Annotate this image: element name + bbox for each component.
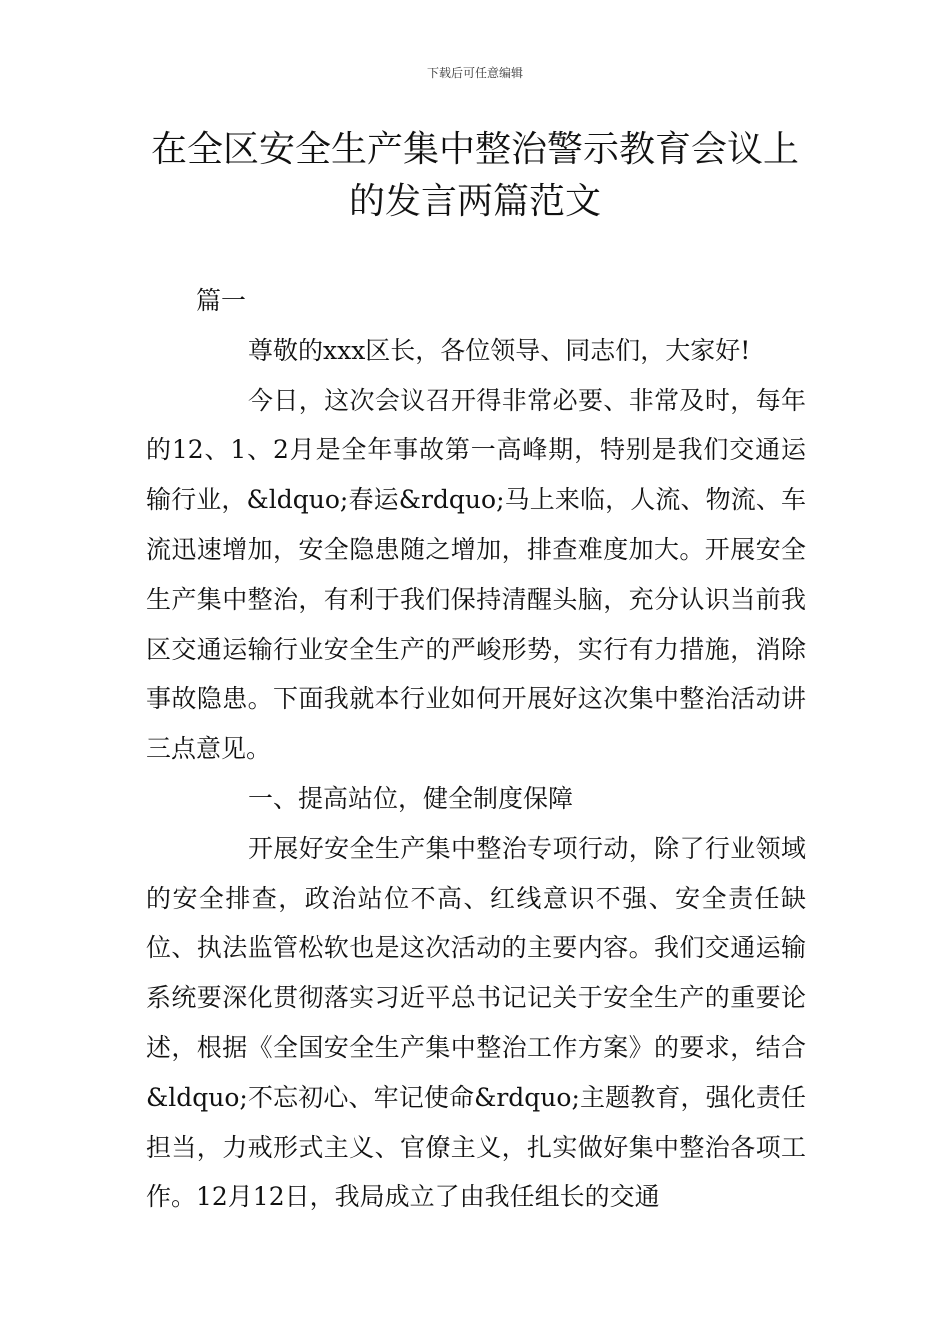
title-line-2: 的发言两篇范文 [348, 181, 601, 222]
paragraph-body-1: 开展好安全生产集中整治专项行动，除了行业领域的安全排查，政治站位不高、红线意识不强、安全责任缺位、执法监管松软也是这次活动的主要内容。我们交通运输系统要深化贯彻落实习近平总书记记关于安全生产的重要论述，根据《全国安全生产集中整治工作方案》的要求，结合&ldquo;不忘初心、牢记使命&rdquo;主题教育，强化责任担当，力戒形式主义、官僚主义，扎实做好集中整治各项工作。12月12日，我局成立了由我任组长的交通 [146, 833, 806, 1212]
document-body [146, 276, 806, 1222]
title-line-1: 在全区安全生产集中整治警示教育会议上 [150, 129, 799, 170]
document-title [120, 124, 830, 228]
section-label: 篇一 [196, 286, 247, 315]
paragraph-greeting: 尊敬的xxx区长，各位领导、同志们，大家好! [248, 335, 751, 365]
paragraph-intro: 今日，这次会议召开得非常必要、非常及时，每年的12、1、2月是全年事故第一高峰期，特别是我们交通运输行业，&ldquo;春运&rdquo;马上来临，人流、物流、车流迅速增加，安全隐患随之增加，排查难度加大。开展安全生产集中整治，有利于我们保持清醒头脑，充分认识当前我区交通运输行业安全生产的严峻形势，实行有力措施，消除事故隐患。下面我就本行业如何开展好这次集中整治活动讲三点意见。 [146, 385, 806, 764]
header-note: 下载后可任意编辑 [426, 66, 523, 80]
paragraph-heading-1: 一、提高站位，健全制度保障 [248, 783, 574, 813]
